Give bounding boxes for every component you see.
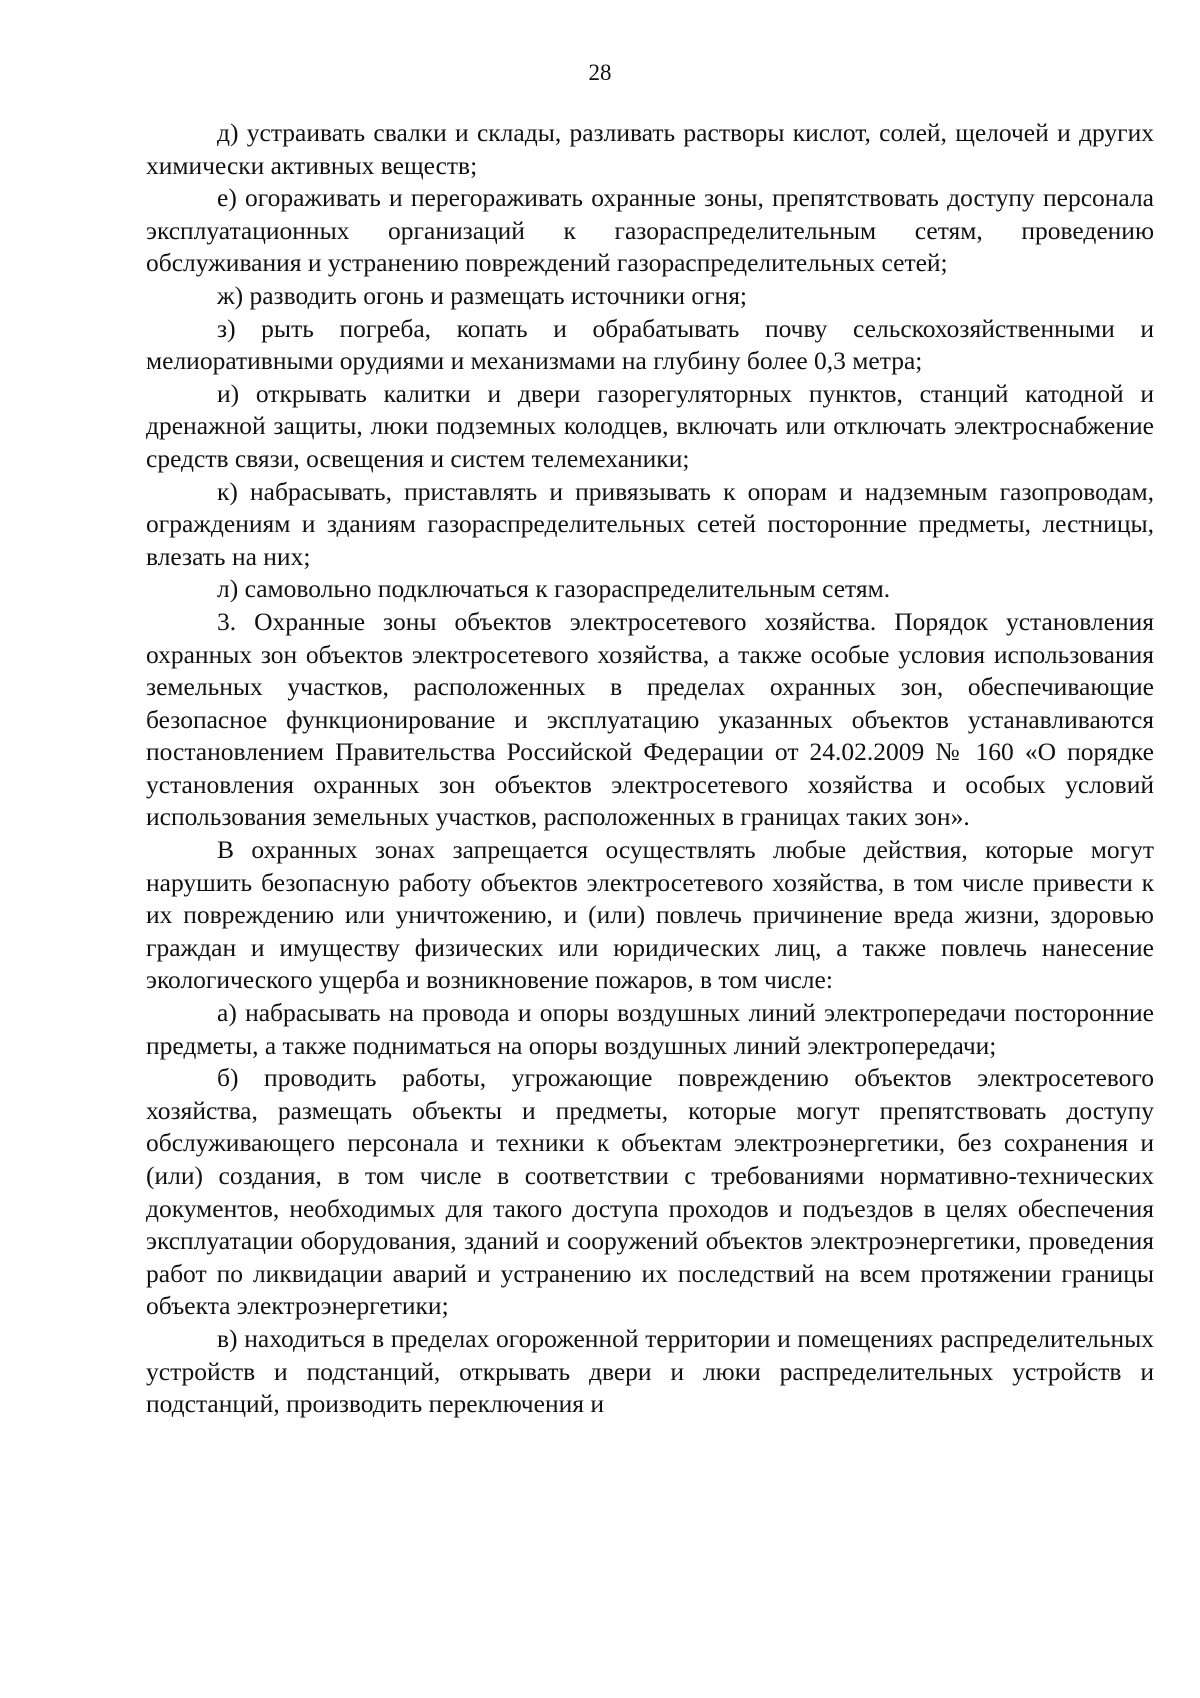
paragraph-item-l: л) самовольно подключаться к газораспределительным сетям.	[217, 574, 891, 604]
document-body	[146, 117, 1154, 1421]
paragraph-item-z: з) рыть погреба, копать и обрабатывать почву сельскохозяйственными и мелиоративными орудиями и механизмами на глубину более 0,3 метра;	[146, 313, 1154, 376]
paragraph-item-a: а) набрасывать на провода и опоры воздушных линий электропередачи посторонние предметы, а также подниматься на опоры воздушных линий электропередачи;	[146, 998, 1154, 1060]
paragraph-item-i: и) открывать калитки и двери газорегуляторных пунктов, станций катодной и дренажной защиты, люки подземных колодцев, включать или отключать электроснабжение средств связи, освещения и систем телемеханики;	[146, 378, 1154, 473]
paragraph-item-zh: ж) разводить огонь и размещать источники огня;	[217, 280, 748, 310]
paragraph-item-v: в) находиться в пределах огороженной территории и помещениях распределительных устройств и подстанций, открывать двери и люки распределительных устройств и подстанций, производить переключения и	[146, 1323, 1154, 1419]
paragraph-prohibitions-intro: В охранных зонах запрещается осуществлять любые действия, которые могут нарушить безопасную работу объектов электросетевого хозяйства, в том числе привести к их повреждению или уничтожению, и (или) повлечь причинение вреда жизни, здоровью граждан и имуществу физических или юридических лиц, а также повлечь нанесение экологического ущерба и возникновение пожаров, в том числе:	[146, 835, 1154, 995]
paragraph-item-k: к) набрасывать, приставлять и привязывать к опорам и надземным газопроводам, ограждениям и зданиям газораспределительных сетей посторонние предметы, лестницы, влезать на них;	[146, 476, 1154, 571]
paragraph-section-3: 3. Охранные зоны объектов электросетевого хозяйства. Порядок установления охранных зон объектов электросетевого хозяйства, а также особые условия использования земельных участков, расположенных в пределах охранных зон, обеспечивающие безопасное функционирование и эксплуатацию указанных объектов устанавливаются постановлением Правительства Российской Федерации от 24.02.2009 № 160 «О порядке установления охранных зон объектов электросетевого хозяйства и особых условий использования земельных участков, расположенных в границах таких зон».	[146, 606, 1154, 832]
paragraph-item-d: д) устраивать свалки и склады, разливать растворы кислот, солей, щелочей и других химически активных веществ;	[146, 118, 1154, 180]
paragraph-item-e: е) огораживать и перегораживать охранные зоны, препятствовать доступу персонала эксплуатационных организаций к газораспределительным сетям, проведению обслуживания и устранению повреждений газораспределительных сетей;	[146, 183, 1154, 278]
page-number: 28	[588, 60, 612, 85]
paragraph-item-b: б) проводить работы, угрожающие повреждению объектов электросетевого хозяйства, размещать объекты и предметы, которые могут препятствовать доступу обслуживающего персонала и техники к объектам электроэнергетики, без сохранения и (или) создания, в том числе в соответствии с требованиями нормативно-технических документов, необходимых для такого доступа проходов и подъездов в целях обеспечения эксплуатации оборудования, зданий и сооружений объектов электроэнергетики, проведения работ по ликвидации аварий и устранению их последствий на всем протяжении границы объекта электроэнергетики;	[146, 1063, 1154, 1321]
